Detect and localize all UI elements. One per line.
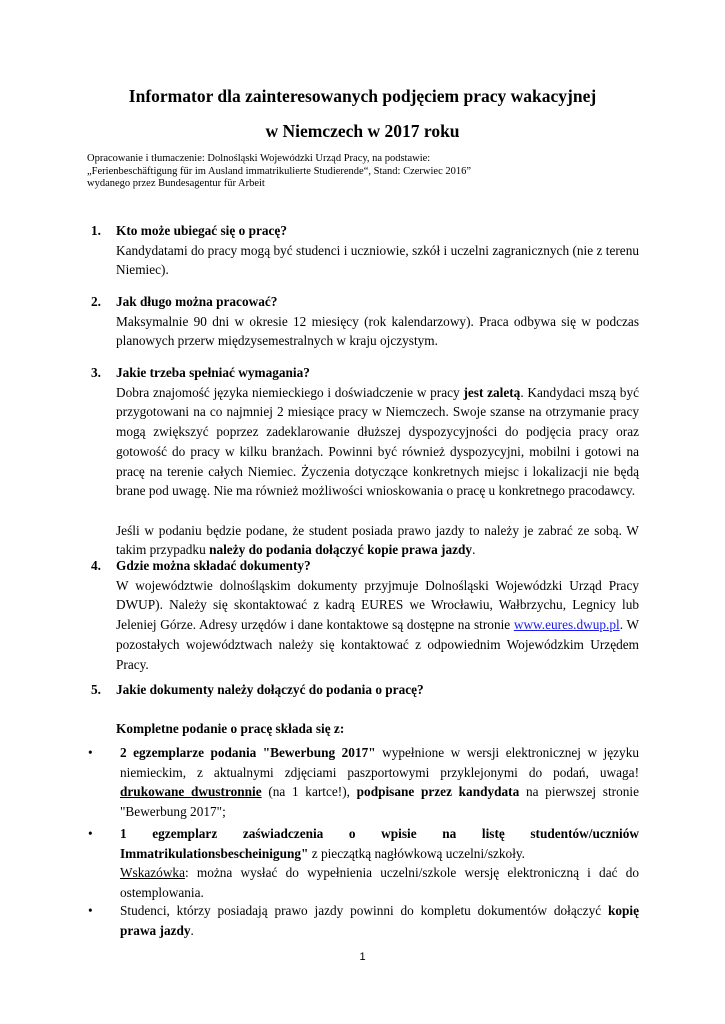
section-4 [91, 556, 639, 674]
section-5 [91, 680, 639, 739]
source-note [87, 153, 471, 191]
bullet-marker: • [88, 826, 93, 841]
source-line: wydanego przez Bundesagentur für Arbeit [87, 178, 265, 190]
document-title: Informator dla zainteresowanych podjęciem pracy wakacyjnej [128, 86, 597, 106]
section-3 [91, 363, 639, 560]
list-item: • 1 egzemplarz zaświadczenia o wpisie na listę studentów/uczniów Immatrikulationsbescheinigung" z pieczątką nagłówkową uczelni/szkoły. Wskazówka: można wysłać do wypełnienia uczelni/szkole wersję elektroniczną i dać do ostemplowania. [88, 826, 639, 901]
section-question: Kto może ubiegać się o pracę? [116, 223, 287, 238]
bullet-marker: • [88, 745, 93, 760]
section-number: 1. [91, 223, 101, 238]
list-item: • Studenci, którzy posiadają prawo jazdy powinni do kompletu dokumentów dołączyć kopię prawa jazdy. [88, 903, 639, 938]
section-number: 2. [91, 294, 101, 309]
eures-link[interactable]: www.eures.dwup.pl [513, 617, 620, 633]
section-question: Jak długo można pracować? [116, 294, 278, 309]
section-answer: Jeśli w podaniu będzie podane, że student posiada prawo jazdy to należy je zabrać ze sobą. W takim przypadku należy do podania dołączyć kopie prawa jazdy. [116, 522, 639, 558]
section-answer: Kandydatami do pracy mogą być studenci i uczniowie, szkół i uczelni zagranicznych (nie z terenu Niemiec). [116, 242, 639, 278]
section-subheading: Kompletne podanie o pracę składa się z: [116, 721, 345, 737]
document-subtitle: w Niemczech w 2017 roku [265, 121, 460, 141]
page-number: 1 [359, 951, 366, 963]
section-1 [91, 221, 639, 280]
section-2 [91, 292, 639, 351]
source-line: Opracowanie i tłumaczenie: Dolnośląski Wojewódzki Urząd Pracy, na podstawie: [87, 153, 431, 164]
source-line: „Ferienbeschäftigung für im Ausland immatrikulierte Studierende“, Stand: Czerwiec 2016” [87, 165, 472, 177]
section-number: 5. [91, 682, 101, 697]
section-answer: Dobra znajomość języka niemieckiego i doświadczenie w pracy jest zaletą. Kandydaci mszą być przygotowani na co najmniej 2 miesiące pracy w Niemczech. Swoje szanse na otrzymanie pracy mogą zwiększyć poprzez zadeklarowanie dłuższej dyspozycyjności do podjęcia pracy oraz gotowość do pracy w kilku branżach. Powinni być również dyspozycyjni, mobilni i gotowi na pracę na terenie całych Niemiec. Życzenia dotyczące konkretnych miejsc i lokalizacji nie będą brane pod uwagę. Nie ma również możliwości wnioskowania o pracę u konkretnego pracodawcy. [116, 384, 640, 499]
section-number: 4. [91, 558, 101, 573]
section-question: Gdzie można składać dokumenty? [116, 558, 311, 573]
section-question: Jakie trzeba spełniać wymagania? [116, 365, 310, 380]
bullet-marker: • [88, 903, 93, 918]
section-answer: W województwie dolnośląskim dokumenty przyjmuje Dolnośląski Wojewódzki Urząd Pracy DWUP). Należy się skontaktować z kadrą EURES we Wrocławiu, Wałbrzychu, Legnicy lub Jeleniej Górze. Adresy urzędów i dane kontaktowe są dostępne na stronie www.eures.dwup.pl. W pozostałych województwach należy się kontaktować z odpowiednim Wojewódzkim Urzędem Pracy. [116, 577, 639, 672]
list-item: • 2 egzemplarze podania "Bewerbung 2017" wypełnione w wersji elektronicznej w języku niemieckim, z aktualnymi zdjęciami paszportowymi przyklejonymi do podań, uwaga! drukowane dwustronnie (na 1 kartce!), podpisane przez kandydata na pierwszej stronie "Bewerbung 2017"; [88, 745, 640, 820]
section-number: 3. [91, 365, 101, 380]
section-answer: Maksymalnie 90 dni w okresie 12 miesięcy (rok kalendarzowy). Praca odbywa się w podczas planowych przerw międzysemestralnych w kraju ojczystym. [116, 313, 639, 349]
section-question: Jakie dokumenty należy dołączyć do podania o pracę? [116, 682, 424, 697]
